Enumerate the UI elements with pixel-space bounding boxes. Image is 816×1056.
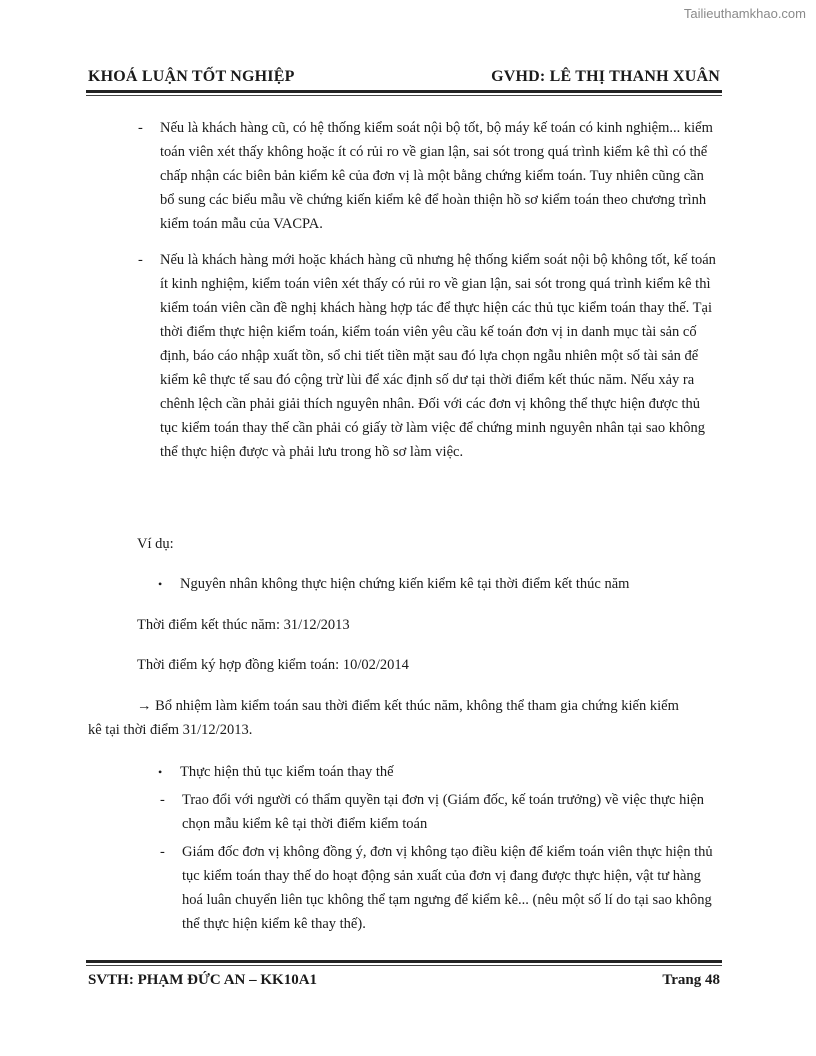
footer-student: SVTH: PHẠM ĐỨC AN – KK10A1 bbox=[88, 972, 318, 988]
bullet-marker: • bbox=[158, 577, 163, 591]
list-item-dash bbox=[160, 788, 722, 836]
header-left-title: KHOÁ LUẬN TỐT NGHIỆP bbox=[88, 68, 295, 85]
contract-date-line: Thời điểm ký hợp đồng kiểm toán: 10/02/2014 bbox=[137, 657, 409, 673]
example-label: Ví dụ: bbox=[137, 536, 174, 552]
list-item-bullet bbox=[158, 760, 720, 784]
page-number: Trang 48 bbox=[662, 972, 720, 988]
watermark-text: Tailieuthamkhao.com bbox=[683, 6, 806, 21]
arrow-line-1: → Bổ nhiệm làm kiểm toán sau thời điểm kết thúc năm, không thể tham gia chứng kiến kiểm bbox=[137, 698, 679, 714]
dash-marker: - bbox=[138, 120, 143, 136]
paragraph-text: Giám đốc đơn vị không đồng ý, đơn vị không tạo điều kiện để kiểm toán viên thực hiện thủ tục kiểm toán thay thế do hoạt động sản xuất của đơn vị đang được thực hiện, vật tư hàng hoá luân chuyển liên tục không thể tạm ngưng để kiểm kê... (nêu một số lí do tại sao không thể thực hiện kiểm kê thay thế). bbox=[182, 844, 713, 932]
footer-rule bbox=[86, 960, 722, 963]
header-rule-thin bbox=[86, 95, 722, 96]
list-item-dash bbox=[138, 248, 720, 464]
arrow-line-2: kê tại thời điểm 31/12/2013. bbox=[88, 722, 253, 738]
dash-marker: - bbox=[160, 844, 165, 860]
list-item-dash bbox=[138, 116, 720, 236]
paragraph-text: Nguyên nhân không thực hiện chứng kiến kiểm kê tại thời điểm kết thúc năm bbox=[180, 576, 630, 592]
paragraph-text: Nếu là khách hàng cũ, có hệ thống kiểm soát nội bộ tốt, bộ máy kế toán có kinh nghiệm... kiểm toán viên xét thấy không hoặc ít có rủi ro về gian lận, sai sót trong quá trình kiểm kê thì có thể chấp nhận các biên bản kiểm kê của đơn vị là một bằng chứng kiểm toán. Tuy nhiên cũng cần bổ sung các biểu mẫu về chứng kiến kiểm kê để hoàn thiện hồ sơ kiểm toán theo chương trình kiểm toán mẫu của VACPA. bbox=[160, 120, 713, 232]
header-rule bbox=[86, 90, 722, 93]
paragraph-text: Thực hiện thủ tục kiểm toán thay thế bbox=[180, 764, 394, 780]
list-item-dash bbox=[160, 840, 722, 936]
dash-marker: - bbox=[138, 252, 143, 268]
header-right-supervisor: GVHD: LÊ THỊ THANH XUÂN bbox=[491, 68, 720, 85]
footer-rule-thin bbox=[86, 965, 722, 966]
year-end-line: Thời điểm kết thúc năm: 31/12/2013 bbox=[137, 617, 350, 633]
paragraph-text: Trao đổi với người có thẩm quyền tại đơn vị (Giám đốc, kế toán trưởng) về việc thực hiện chọn mẫu kiểm kê tại thời điểm kiểm toán bbox=[182, 792, 705, 832]
dash-marker: - bbox=[160, 792, 165, 808]
paragraph-text: Nếu là khách hàng mới hoặc khách hàng cũ nhưng hệ thống kiểm soát nội bộ không tốt, kế toán ít kinh nghiệm, kiểm toán viên xét thấy có rủi ro về gian lận, sai sót trong quá trình kiểm kê thì kiểm toán viên cần đề nghị khách hàng hợp tác để thực hiện các thủ tục kiểm toán thay thế. Tại thời điểm thực hiện kiểm toán, kiểm toán viên yêu cầu kế toán đơn vị in danh mục tài sản cố định, báo cáo nhập xuất tồn, sổ chi tiết tiền mặt sau đó lựa chọn ngẫu nhiên một số tài sản để kiểm kê thực tế sau đó cộng trừ lùi để xác định số dư tại thời điểm kết thúc năm. Nếu xảy ra chênh lệch cần phải giải thích nguyên nhân. Đối với các đơn vị không thể thực hiện được thủ tục kiểm toán thay thế cần phải có giấy tờ làm việc để chứng minh nguyên nhân tại sao không thể thực hiện được và phải lưu trong hồ sơ làm việc. bbox=[160, 252, 716, 460]
list-item-bullet bbox=[158, 572, 720, 596]
bullet-marker: • bbox=[158, 765, 163, 779]
